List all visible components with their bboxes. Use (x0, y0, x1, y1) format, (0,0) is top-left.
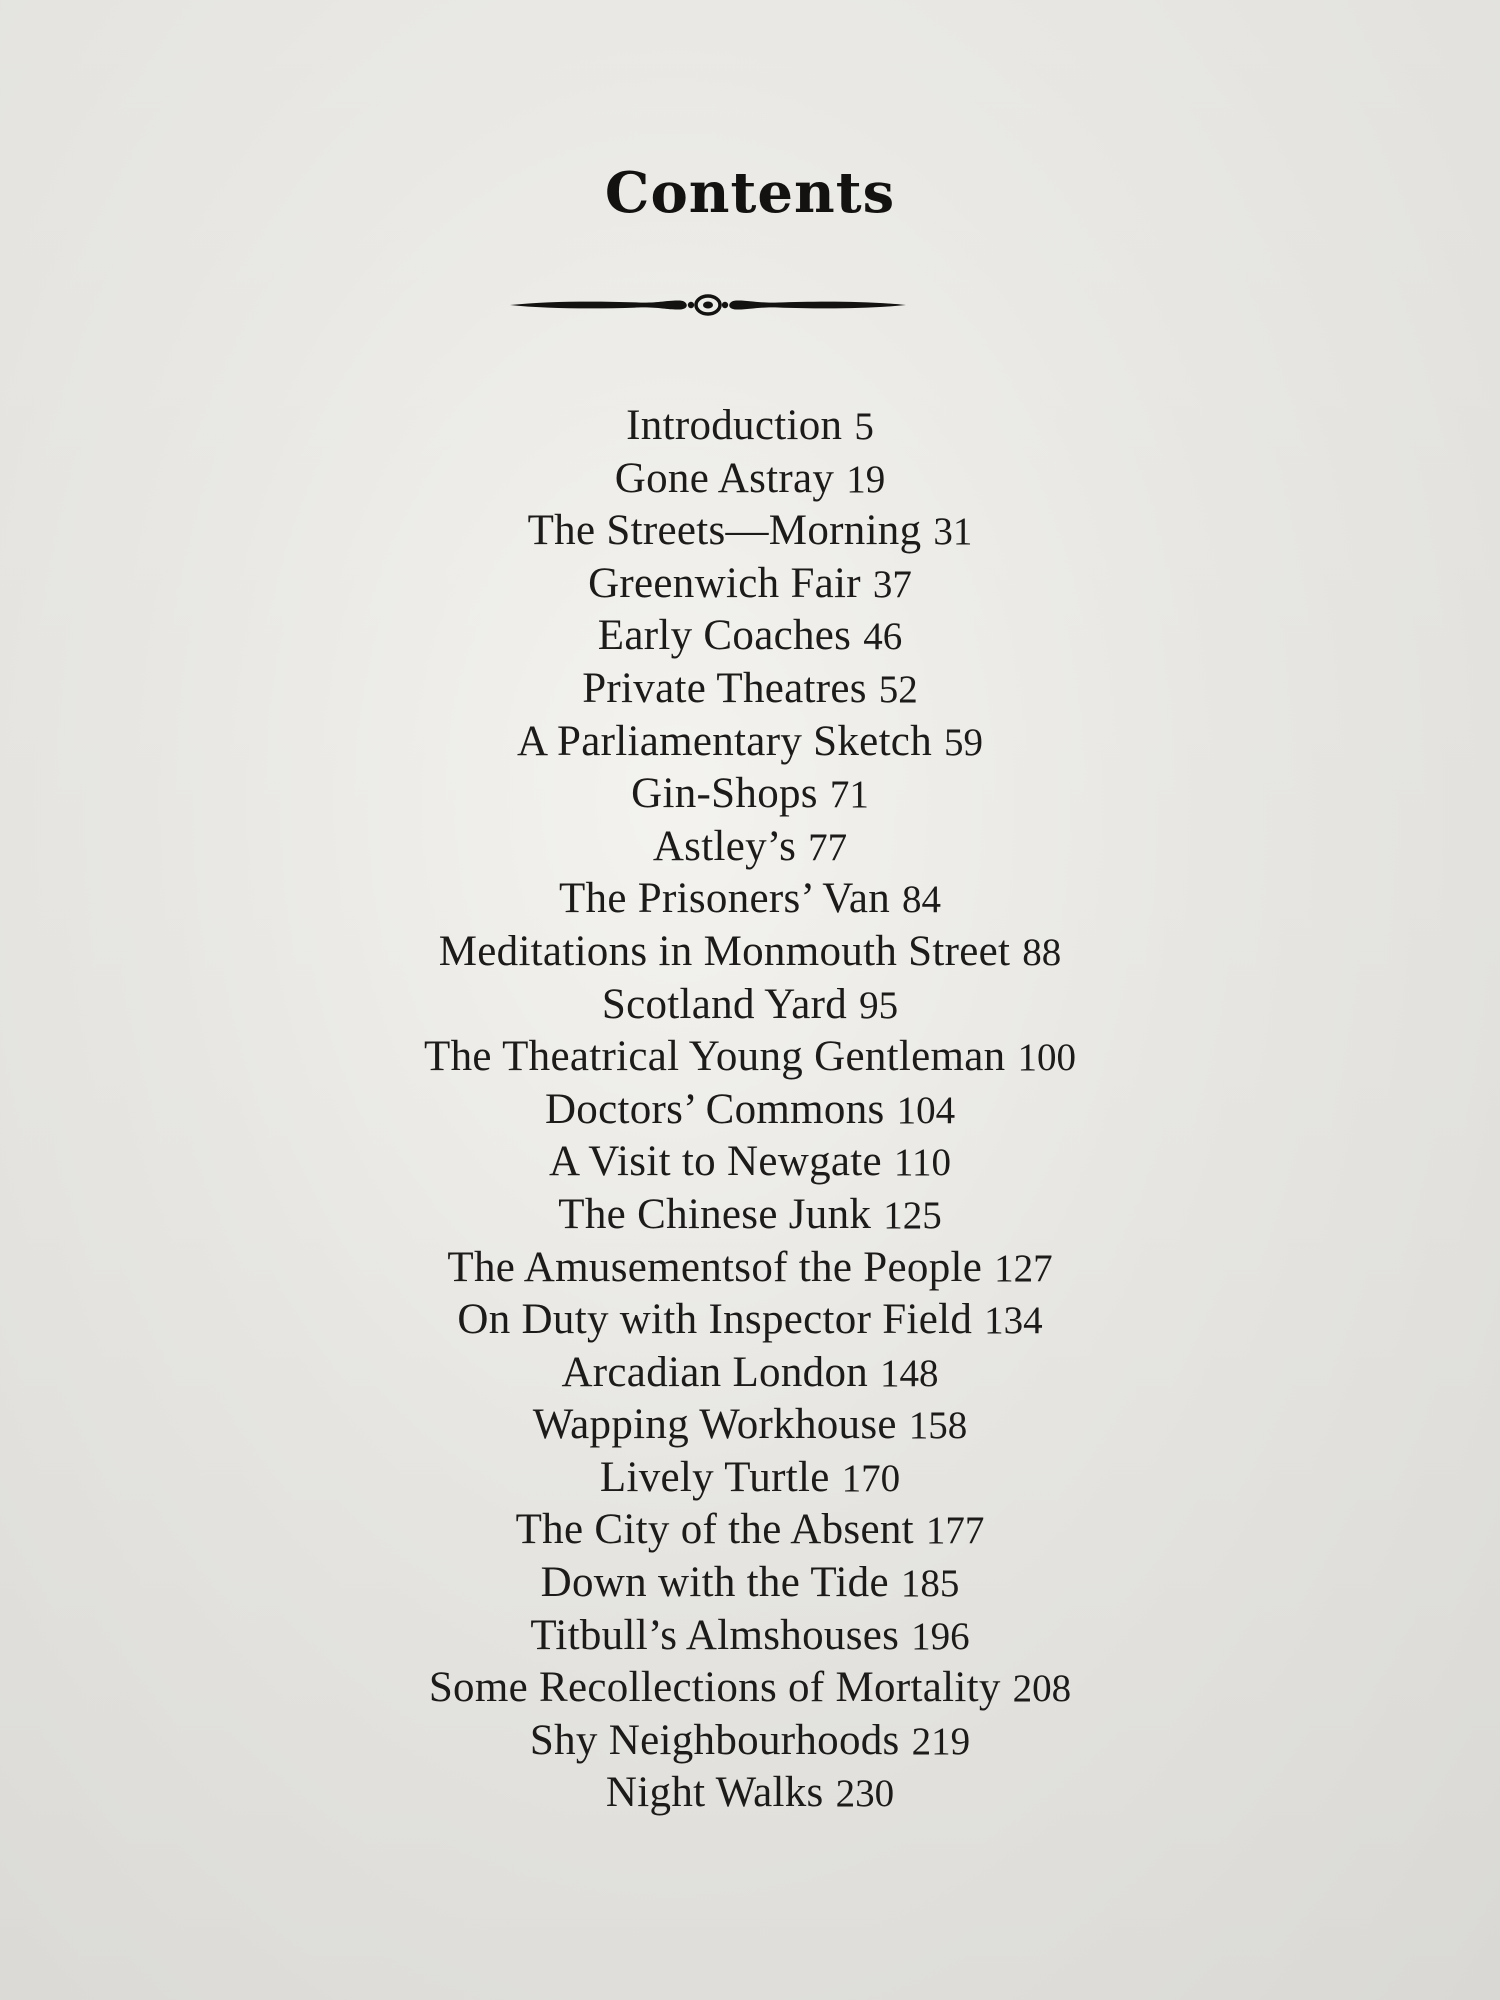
toc-entry (0, 610, 1500, 663)
toc-entry-title: Greenwich Fair (588, 559, 861, 607)
toc-entry (0, 873, 1500, 926)
toc-entry-page-number: 125 (883, 1193, 942, 1237)
toc-entry-title: Private Theatres (582, 664, 867, 712)
toc-entry-page-number: 219 (911, 1719, 971, 1763)
toc-entry-page-number: 19 (846, 457, 886, 501)
toc-entry (0, 1242, 1500, 1295)
table-of-contents (0, 400, 1500, 1820)
toc-entry-title: Scotland Yard (601, 980, 848, 1028)
toc-entry-page-number: 77 (808, 825, 848, 869)
toc-entry-title: Doctors’ Commons (544, 1085, 885, 1133)
toc-entry-title: The Chinese Junk (558, 1190, 872, 1238)
toc-entry (0, 1557, 1500, 1610)
toc-entry (0, 1294, 1500, 1347)
toc-entry-page-number: 110 (893, 1141, 951, 1185)
toc-entry-page-number: 177 (925, 1509, 985, 1553)
toc-entry-title: Introduction (626, 402, 843, 449)
toc-entry-page-number: 46 (863, 615, 903, 659)
toc-entry-title: Arcadian London (561, 1348, 869, 1396)
toc-entry-page-number: 52 (878, 667, 918, 711)
toc-entry-title: Gin-Shops (631, 770, 818, 818)
toc-entry (0, 505, 1500, 558)
toc-entry-title: Lively Turtle (599, 1453, 830, 1501)
toc-entry-title: Down with the Tide (540, 1559, 889, 1607)
toc-entry (0, 1347, 1500, 1400)
decorative-divider-icon (508, 290, 908, 320)
toc-entry (0, 400, 1500, 453)
toc-entry (0, 663, 1500, 716)
toc-entry-title: The Amusementsof the People (447, 1243, 983, 1291)
toc-entry (0, 453, 1500, 506)
toc-entry-page-number: 37 (872, 562, 912, 606)
toc-entry (0, 1504, 1500, 1557)
toc-entry-page-number: 71 (829, 773, 869, 817)
toc-entry (0, 1610, 1500, 1663)
toc-entry-page-number: 88 (1022, 930, 1062, 974)
toc-entry-page-number: 185 (900, 1562, 960, 1606)
toc-entry-page-number: 104 (896, 1088, 956, 1132)
toc-entry-page-number: 127 (994, 1246, 1053, 1290)
toc-entry-title: Wapping Workhouse (532, 1401, 897, 1449)
toc-entry-title: Gone Astray (614, 454, 835, 502)
toc-entry-title: Astley’s (652, 822, 797, 870)
toc-entry (0, 1767, 1500, 1820)
toc-entry (0, 558, 1500, 611)
toc-entry-page-number: 196 (911, 1614, 970, 1658)
toc-entry (0, 1399, 1500, 1452)
toc-entry-page-number: 31 (933, 510, 973, 554)
toc-entry (0, 1662, 1500, 1715)
toc-entry-title: Meditations in Monmouth Street (438, 927, 1011, 975)
toc-entry (0, 768, 1500, 821)
toc-entry (0, 821, 1500, 874)
toc-entry-page-number: 230 (835, 1772, 895, 1816)
toc-entry-title: A Parliamentary Sketch (517, 717, 932, 765)
toc-entry-page-number: 59 (944, 720, 983, 764)
toc-entry-title: Some Recollections of Mortality (428, 1664, 1001, 1712)
toc-entry (0, 1189, 1500, 1242)
toc-entry-page-number: 208 (1012, 1667, 1072, 1711)
toc-entry-title: On Duty with Inspector Field (457, 1296, 973, 1344)
toc-entry-title: The Streets—Morning (527, 507, 922, 555)
toc-entry (0, 1715, 1500, 1768)
toc-entry (0, 1084, 1500, 1137)
toc-entry-page-number: 158 (908, 1404, 968, 1448)
toc-entry (0, 1031, 1500, 1084)
toc-entry-title: Night Walks (605, 1769, 824, 1817)
toc-entry-title: Titbull’s Almshouses (530, 1611, 900, 1659)
toc-entry (0, 1452, 1500, 1505)
toc-entry-page-number: 5 (854, 405, 874, 448)
toc-entry-page-number: 170 (841, 1456, 901, 1500)
toc-entry-page-number: 100 (1017, 1036, 1076, 1080)
toc-entry-title: Shy Neighbourhoods (529, 1716, 900, 1764)
toc-entry (0, 979, 1500, 1032)
toc-entry-title: A Visit to Newgate (549, 1138, 882, 1186)
toc-entry-title: Early Coaches (597, 612, 852, 660)
toc-entry (0, 1136, 1500, 1189)
toc-entry-title: The City of the Absent (515, 1506, 914, 1554)
toc-entry-page-number: 84 (902, 878, 942, 922)
toc-entry (0, 926, 1500, 979)
toc-entry-page-number: 148 (880, 1351, 939, 1395)
page-title: Contents (604, 160, 896, 226)
toc-entry (0, 716, 1500, 769)
toc-entry-title: The Theatrical Young Gentleman (424, 1033, 1006, 1081)
toc-entry-title: The Prisoners’ Van (558, 875, 891, 923)
toc-entry-page-number: 134 (984, 1299, 1043, 1343)
toc-entry-page-number: 95 (859, 983, 899, 1027)
